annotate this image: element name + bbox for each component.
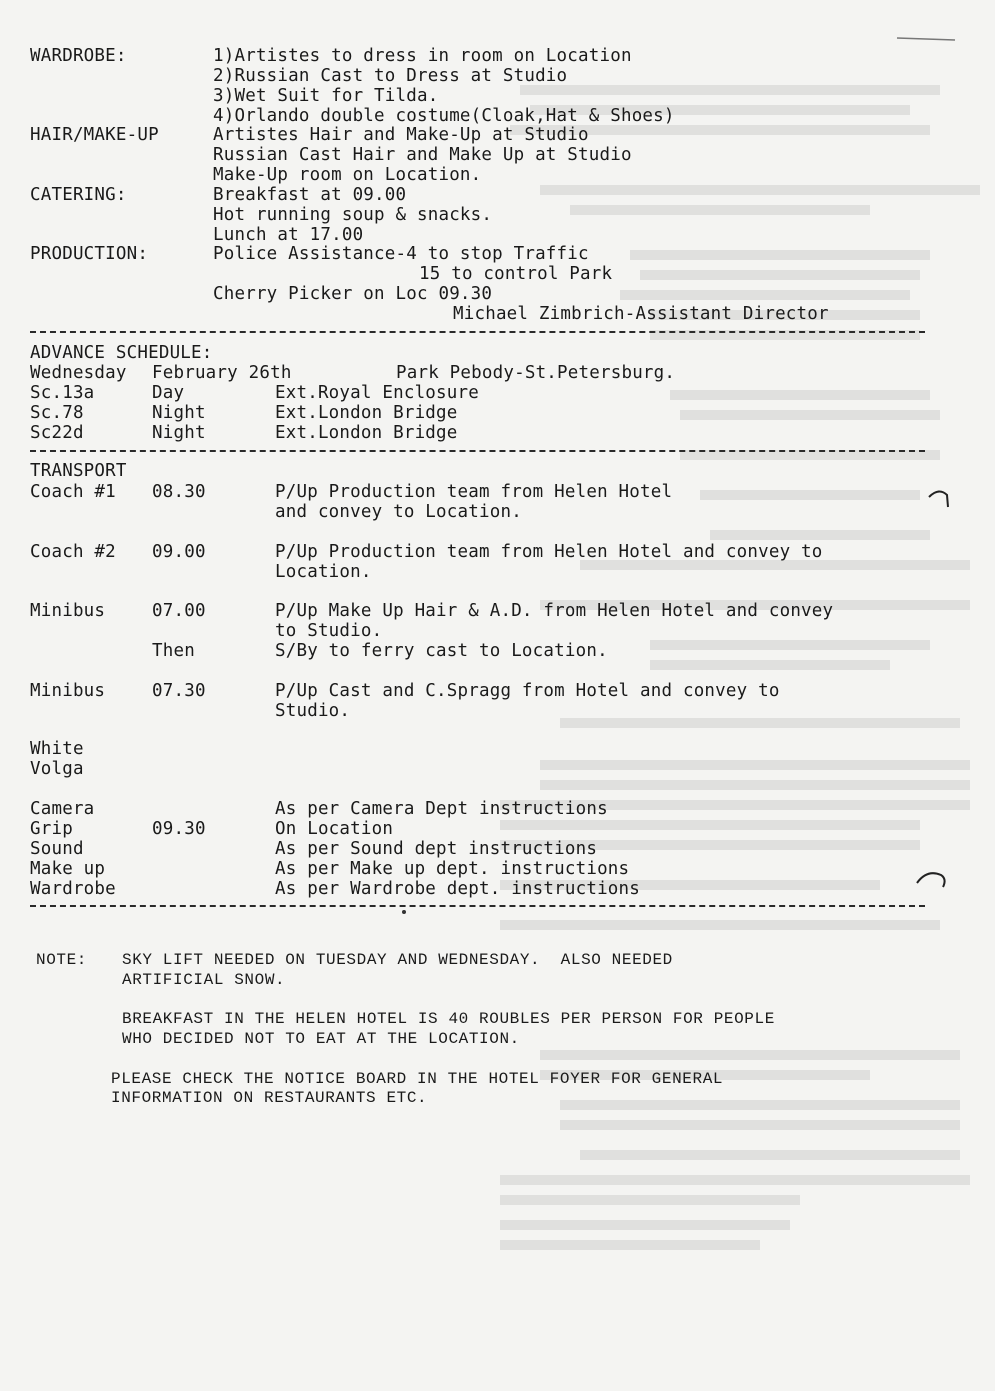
hair-line-1: Artistes Hair and Make-Up at Studio — [213, 125, 589, 145]
dept-name-grip: Grip — [30, 819, 73, 839]
note-label: NOTE: — [36, 951, 88, 969]
schedule-set: Ext.London Bridge — [275, 403, 458, 423]
coach1-time: 08.30 — [152, 482, 206, 502]
advance-schedule-heading: ADVANCE SCHEDULE: — [30, 343, 213, 363]
divider-2 — [30, 450, 925, 452]
production-line-4: Michael Zimbrich-Assistant Director — [453, 304, 829, 324]
catering-line-1: Breakfast at 09.00 — [213, 185, 407, 205]
catering-line-3: Lunch at 17.00 — [213, 225, 364, 245]
note-3-line-1: PLEASE CHECK THE NOTICE BOARD IN THE HOTEL FOYER FOR GENERAL — [111, 1070, 724, 1088]
schedule-scene: Sc.13a — [30, 383, 95, 403]
advance-date: February 26th — [152, 363, 292, 383]
minibus2-line-1: P/Up Cast and C.Spragg from Hotel and convey to — [275, 681, 780, 701]
note-1-line-1: SKY LIFT NEEDED ON TUESDAY AND WEDNESDAY. ALSO NEEDED — [122, 951, 673, 969]
schedule-set: Ext.Royal Enclosure — [275, 383, 479, 403]
white-label: White — [30, 739, 84, 759]
catering-line-2: Hot running soup & snacks. — [213, 205, 493, 225]
minibus2-name: Minibus — [30, 681, 106, 701]
dept-time-grip: 09.30 — [152, 819, 206, 839]
coach2-name: Coach #2 — [30, 542, 116, 562]
volga-label: Volga — [30, 759, 84, 779]
coach2-line-2: Location. — [275, 562, 372, 582]
schedule-set: Ext.London Bridge — [275, 423, 458, 443]
coach1-line-1: P/Up Production team from Helen Hotel — [275, 482, 673, 502]
pen-mark-icon — [925, 485, 955, 515]
dept-text-grip: On Location — [275, 819, 394, 839]
production-line-1: Police Assistance-4 to stop Traffic — [213, 244, 589, 264]
schedule-time: Night — [152, 423, 206, 443]
wardrobe-line-2: 2)Russian Cast to Dress at Studio — [213, 66, 568, 86]
transport-heading: TRANSPORT — [30, 461, 127, 481]
advance-location: Park Pebody-St.Petersburg. — [396, 363, 676, 383]
dept-name-wardrobe: Wardrobe — [30, 879, 116, 899]
catering-label: CATERING: — [30, 185, 127, 205]
coach1-line-2: and convey to Location. — [275, 502, 522, 522]
note-3-line-2: INFORMATION ON RESTAURANTS ETC. — [111, 1089, 428, 1107]
advance-date-day: Wednesday — [30, 363, 127, 383]
dot-mark-icon — [400, 908, 408, 916]
minibus1-line-2: to Studio. — [275, 621, 383, 641]
wardrobe-line-1: 1)Artistes to dress in room on Location — [213, 46, 632, 66]
production-label: PRODUCTION: — [30, 244, 149, 264]
wardrobe-line-4: 4)Orlando double costume(Cloak,Hat & Shoes) — [213, 106, 675, 126]
note-2-line-2: WHO DECIDED NOT TO EAT AT THE LOCATION. — [122, 1030, 520, 1048]
minibus1-name: Minibus — [30, 601, 106, 621]
wardrobe-label: WARDROBE: — [30, 46, 127, 66]
schedule-scene: Sc.78 — [30, 403, 84, 423]
divider-1 — [30, 331, 925, 333]
note-1-line-2: ARTIFICIAL SNOW. — [122, 971, 286, 989]
dept-text-camera: As per Camera Dept instructions — [275, 799, 608, 819]
minibus2-time: 07.30 — [152, 681, 206, 701]
dept-text-sound: As per Sound dept instructions — [275, 839, 598, 859]
production-line-3: Cherry Picker on Loc 09.30 — [213, 284, 493, 304]
dept-name-sound: Sound — [30, 839, 84, 859]
dept-name-makeup: Make up — [30, 859, 106, 879]
divider-3 — [30, 905, 925, 907]
schedule-time: Night — [152, 403, 206, 423]
hair-makeup-label: HAIR/MAKE-UP — [30, 125, 159, 145]
wardrobe-line-3: 3)Wet Suit for Tilda. — [213, 86, 439, 106]
hair-line-2: Russian Cast Hair and Make Up at Studio — [213, 145, 632, 165]
minibus1-line-1: P/Up Make Up Hair & A.D. from Helen Hotel and convey — [275, 601, 834, 621]
pen-mark-icon — [913, 865, 953, 895]
pen-mark-icon — [895, 30, 965, 50]
note-2-line-1: BREAKFAST IN THE HELEN HOTEL IS 40 ROUBLES PER PERSON FOR PEOPLE — [122, 1010, 775, 1028]
schedule-scene: Sc22d — [30, 423, 84, 443]
coach2-line-1: P/Up Production team from Helen Hotel and convey to — [275, 542, 823, 562]
schedule-time: Day — [152, 383, 185, 403]
hair-line-3: Make-Up room on Location. — [213, 165, 482, 185]
dept-text-makeup: As per Make up dept. instructions — [275, 859, 630, 879]
minibus1-time: 07.00 — [152, 601, 206, 621]
dept-name-camera: Camera — [30, 799, 95, 819]
minibus2-line-2: Studio. — [275, 701, 351, 721]
minibus1-then-text: S/By to ferry cast to Location. — [275, 641, 608, 661]
production-line-2: 15 to control Park — [419, 264, 613, 284]
dept-text-wardrobe: As per Wardrobe dept. instructions — [275, 879, 641, 899]
coach2-time: 09.00 — [152, 542, 206, 562]
minibus1-then-label: Then — [152, 641, 195, 661]
coach1-name: Coach #1 — [30, 482, 116, 502]
